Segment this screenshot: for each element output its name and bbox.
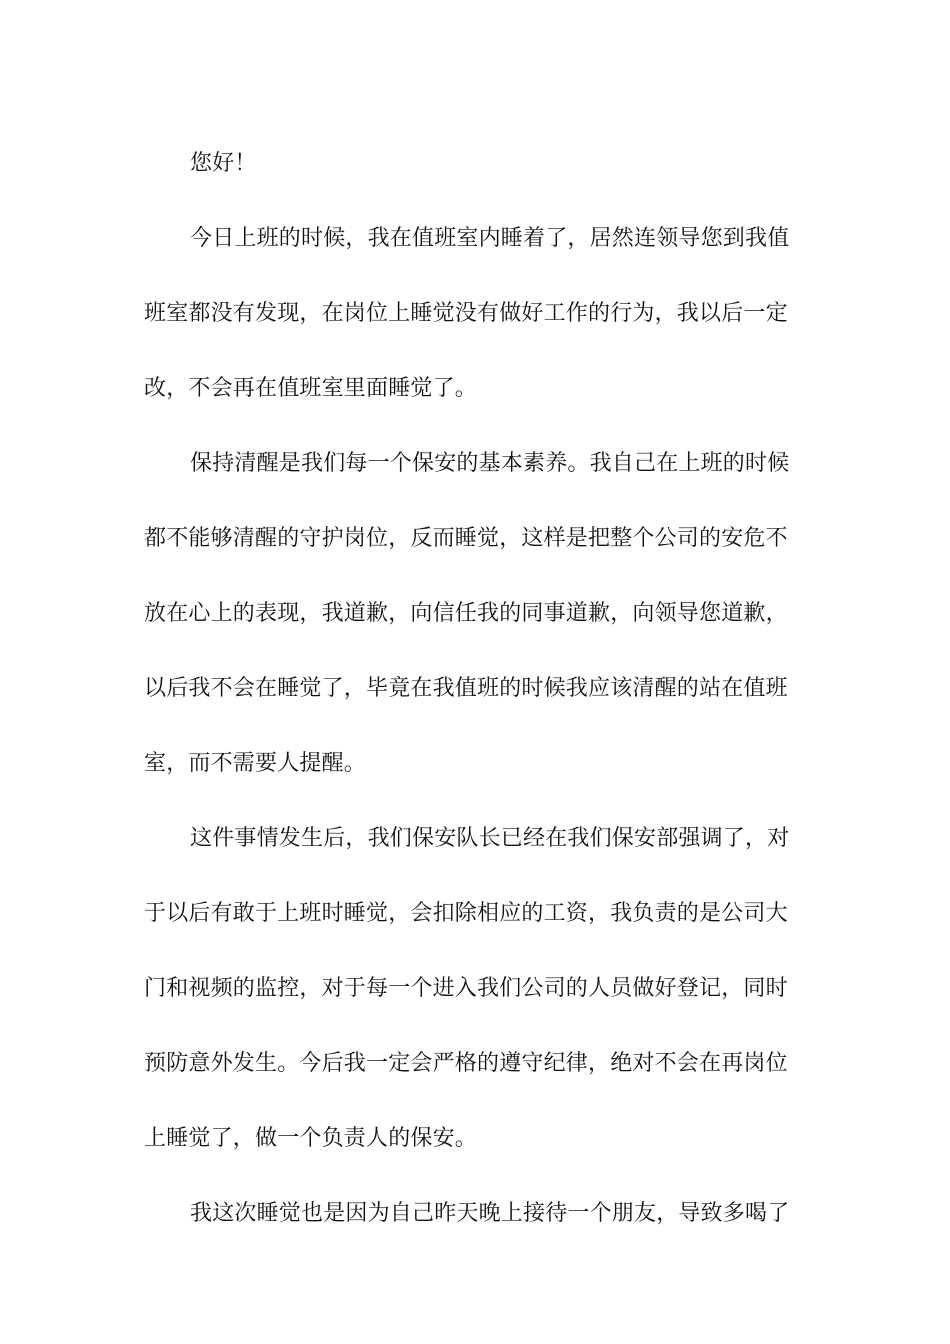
text-line: 我这次睡觉也是因为自己昨天晚上接待一个朋友，导致多喝了 — [190, 1201, 790, 1226]
letter-body — [144, 126, 806, 1251]
text-line: 班室都没有发现，在岗位上睡觉没有做好工作的行为，我以后一定 — [144, 301, 788, 326]
text-line: 放在心上的表现，我道歉，向信任我的同事道歉，向领导您道歉， — [144, 601, 788, 626]
text-line: 这件事情发生后，我们保安队长已经在我们保安部强调了，对 — [190, 826, 790, 851]
text-line: 保持清醒是我们每一个保安的基本素养。我自己在上班的时候 — [190, 451, 790, 476]
text-line: 预防意外发生。今后我一定会严格的遵守纪律，绝对不会在再岗位 — [144, 1051, 788, 1076]
text-line: 于以后有敢于上班时睡觉，会扣除相应的工资，我负责的是公司大 — [144, 901, 788, 926]
text-line: 今日上班的时候，我在值班室内睡着了，居然连领导您到我值 — [190, 226, 790, 251]
text-line: 室，而不需要人提醒。 — [144, 751, 367, 776]
greeting-line: 您好！ — [190, 151, 257, 176]
text-line: 以后我不会在睡觉了，毕竟在我值班的时候我应该清醒的站在值班 — [144, 676, 788, 701]
text-line: 都不能够清醒的守护岗位，反而睡觉，这样是把整个公司的安危不 — [144, 526, 788, 551]
text-line: 门和视频的监控，对于每一个进入我们公司的人员做好登记，同时 — [144, 976, 788, 1001]
text-line: 改，不会再在值班室里面睡觉了。 — [144, 376, 478, 401]
text-line: 上睡觉了，做一个负责人的保安。 — [144, 1126, 478, 1151]
